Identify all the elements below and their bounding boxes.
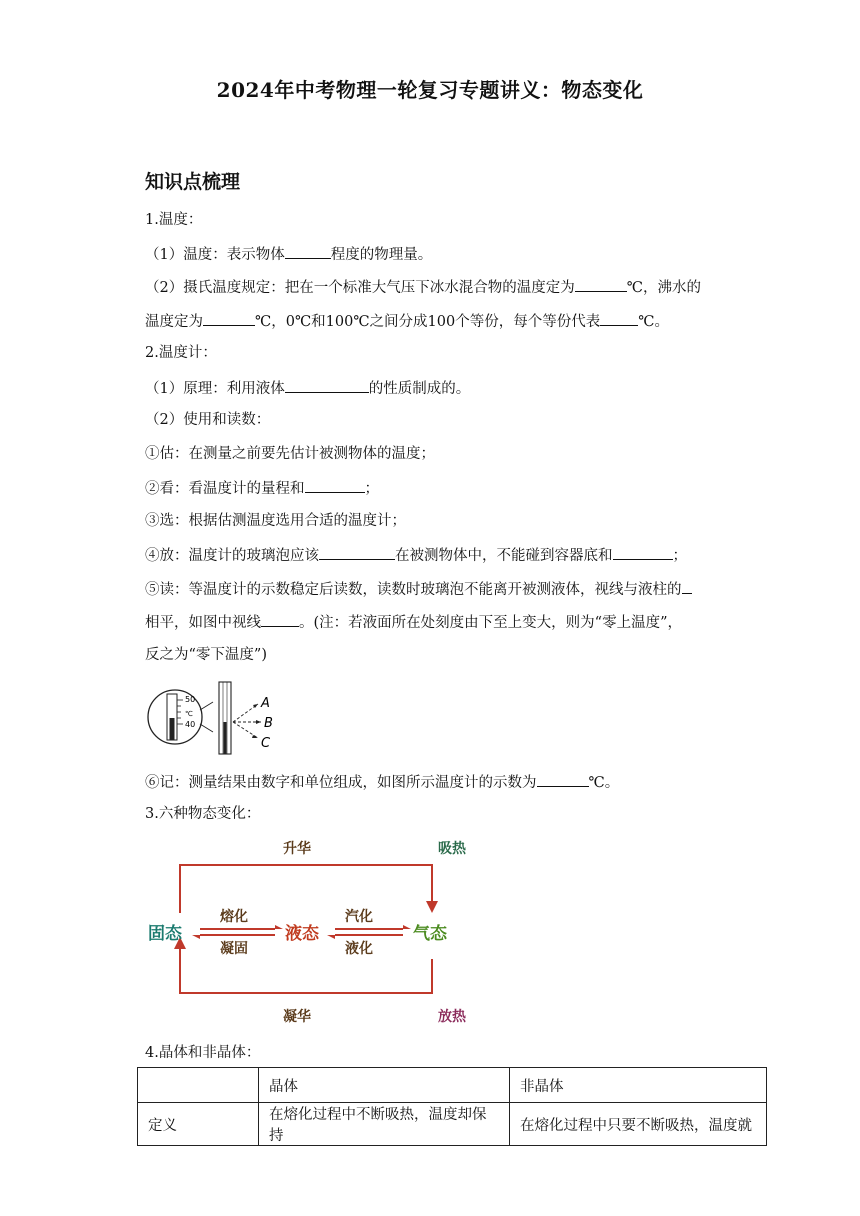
absorb-heat-label: 吸热 — [438, 841, 466, 857]
table-cell: 定义 — [138, 1103, 259, 1146]
thermometer-liquid — [224, 722, 227, 754]
blank — [285, 243, 331, 259]
step-choose: ③选：根据估测温度选用合适的温度计； — [145, 513, 406, 529]
blank — [600, 310, 638, 326]
melting-label: 熔化 — [220, 909, 248, 925]
item-temperature: 1.温度： — [145, 212, 203, 228]
phase-change-diagram — [145, 833, 490, 1033]
scale-top-label: 50 — [185, 695, 196, 704]
blank — [261, 611, 299, 627]
table-header-row — [138, 1068, 767, 1103]
sight-line-b: B — [264, 716, 273, 731]
step-estimate: ①估：在测量之前要先估计被测物体的温度； — [145, 446, 435, 462]
table-header-cell — [138, 1068, 259, 1103]
blank — [682, 578, 692, 594]
blank — [537, 771, 589, 787]
sublimation-label: 升华 — [283, 841, 311, 857]
vaporizing-label: 汽化 — [345, 909, 373, 925]
magnified-liquid — [170, 718, 175, 740]
usage-heading: （2）使用和读数： — [145, 412, 271, 428]
celsius-rule-line2: 温度定为 ℃，0℃和100℃之间分成100个等份，每个等份代表 ℃。 — [145, 310, 669, 332]
scale-unit-label: ℃ — [185, 710, 193, 718]
item-phase-changes: 3.六种物态变化： — [145, 806, 261, 822]
step-read-line2: 相平，如图中视线 。(注：若液面所在处刻度由下至上变大，则为“零上温度”， — [145, 611, 682, 633]
gas-label: 气态 — [413, 924, 447, 944]
blank — [203, 310, 255, 326]
item-thermometer: 2.温度计： — [145, 345, 217, 361]
scale-bottom-label: 40 — [185, 720, 196, 729]
section-title: 知识点梳理 — [145, 171, 241, 193]
table-header-cell: 晶体 — [259, 1068, 510, 1103]
blank — [305, 477, 365, 493]
item-crystal: 4.晶体和非晶体： — [145, 1045, 261, 1061]
liquid-label: 液态 — [285, 924, 319, 944]
table-row — [138, 1103, 767, 1146]
step-look: ②看：看温度计的量程和 ； — [145, 477, 379, 499]
thermometer-principle: （1）原理：利用液体 的性质制成的。 — [145, 377, 470, 399]
solidifying-label: 凝固 — [220, 941, 248, 957]
step-read-line3: 反之为“零下温度”) — [145, 647, 267, 663]
step-place: ④放：温度计的玻璃泡应该 在被测物体中，不能碰到容器底和 ； — [145, 544, 687, 566]
sublimation-path — [180, 865, 432, 913]
thermometer-figure — [145, 680, 285, 756]
blank — [575, 276, 627, 292]
temperature-definition: （1）温度：表示物体 程度的物理量。 — [145, 243, 432, 265]
sight-line-a: A — [261, 696, 270, 711]
blank — [613, 544, 673, 560]
sight-line-c: C — [261, 736, 271, 751]
deposition-path — [180, 947, 432, 993]
table-cell: 在熔化过程中只要不断吸热，温度就 — [510, 1103, 767, 1146]
solid-label: 固态 — [148, 924, 182, 944]
deposition-label: 凝华 — [283, 1009, 311, 1025]
blank — [319, 544, 395, 560]
page-title: 2024年中考物理一轮复习专题讲义：物态变化 — [216, 78, 644, 102]
liquefying-label: 液化 — [345, 941, 373, 957]
release-heat-label: 放热 — [438, 1009, 466, 1025]
step-record: ⑥记：测量结果由数字和单位组成，如图所示温度计的示数为 ℃。 — [145, 771, 619, 793]
crystal-table — [137, 1067, 767, 1146]
celsius-rule-line1: （2）摄氏温度规定：把在一个标准大气压下冰水混合物的温度定为 ℃，沸水的 — [145, 276, 701, 298]
blank — [285, 377, 369, 393]
table-cell: 在熔化过程中不断吸热，温度却保持 — [259, 1103, 510, 1146]
step-read-line1: ⑤读：等温度计的示数稳定后读数，读数时玻璃泡不能离开被测液体，视线与液柱的 — [145, 578, 692, 600]
table-header-cell: 非晶体 — [510, 1068, 767, 1103]
